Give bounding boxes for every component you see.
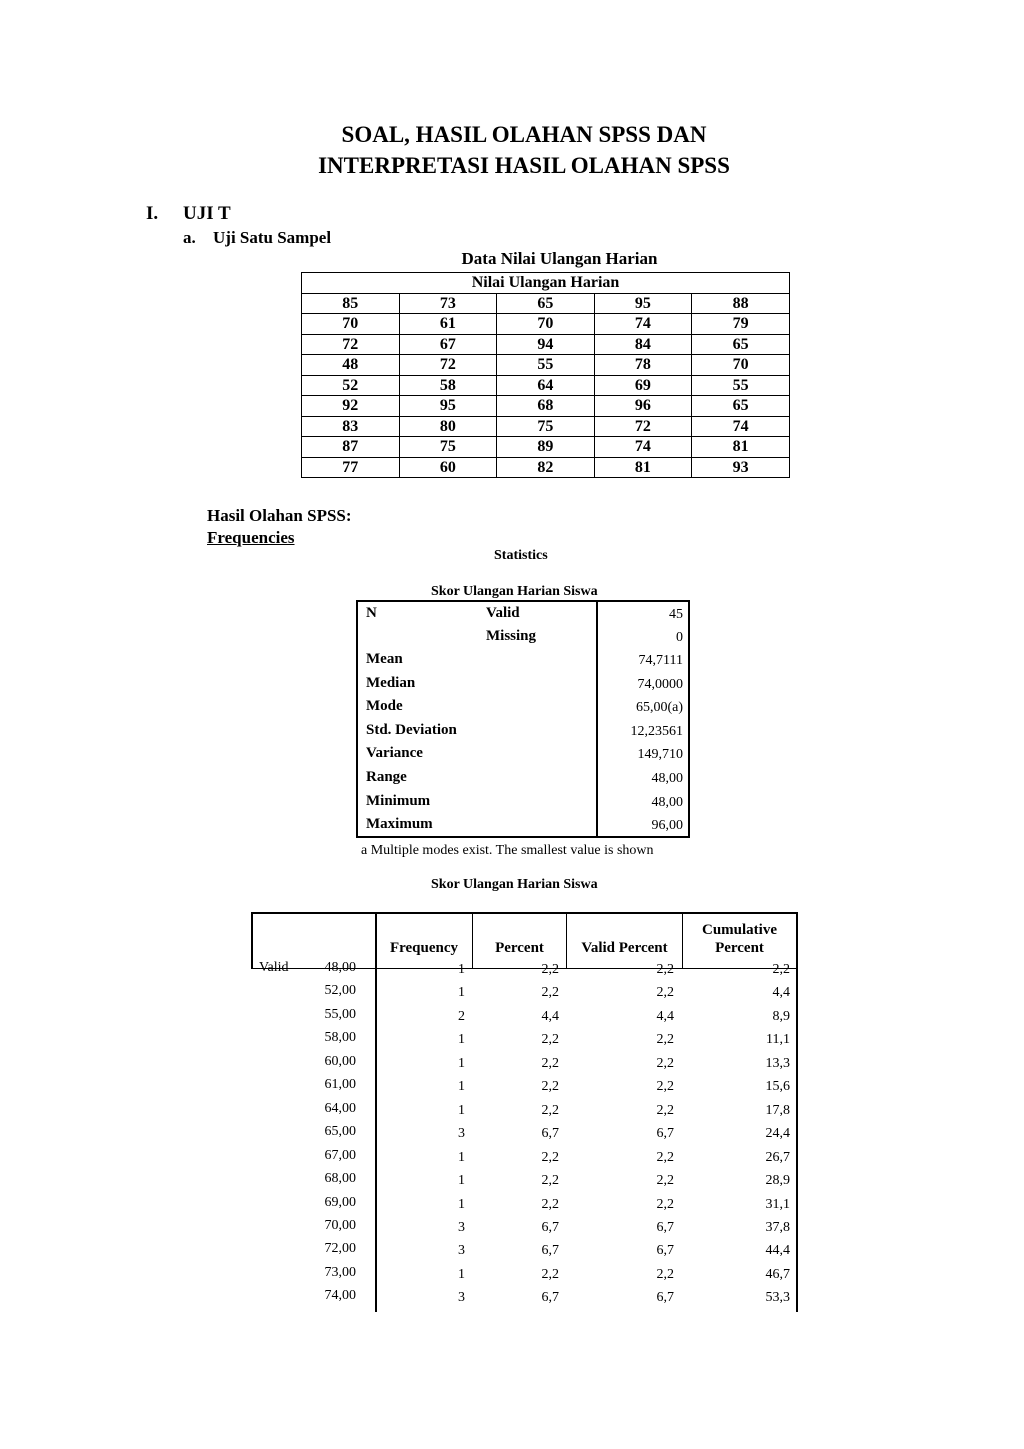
freq-cumulative: 44,4 (765, 1243, 790, 1259)
data-table-cell: 68 (497, 396, 595, 417)
data-table-cell: 83 (302, 416, 400, 437)
freq-value: 52,00 (324, 983, 356, 999)
stat-value: 12,23561 (630, 723, 683, 739)
freq-value: 48,00 (324, 960, 356, 975)
freq-percent: 6,7 (541, 1219, 559, 1235)
data-table-row (302, 457, 790, 478)
data-table-row (302, 375, 790, 396)
freq-valid-percent: 2,2 (656, 1055, 674, 1071)
section-number: I. (146, 203, 159, 224)
data-table-cell: 70 (497, 314, 595, 335)
freq-valid-percent: 2,2 (656, 1196, 674, 1212)
freq-value: 70,00 (324, 1217, 356, 1233)
freq-frequency: 1 (458, 962, 465, 977)
data-table-cell: 81 (692, 437, 790, 458)
freq-value: 64,00 (324, 1100, 356, 1116)
data-table-row (302, 293, 790, 314)
freq-value: 72,00 (324, 1241, 356, 1257)
freq-top-border (251, 912, 798, 914)
data-table-row (302, 314, 790, 335)
freq-cumulative: 24,4 (765, 1126, 790, 1142)
data-table-cell: 89 (497, 437, 595, 458)
data-table-cell: 87 (302, 437, 400, 458)
data-table-cell: 77 (302, 457, 400, 478)
stat-label: Mode (366, 698, 403, 715)
data-table-cell: 95 (594, 293, 692, 314)
freq-frequency: 1 (458, 1266, 465, 1282)
data-table-cell: 72 (302, 334, 400, 355)
data-table-row (302, 437, 790, 458)
data-table-cell: 94 (497, 334, 595, 355)
results-heading: Hasil Olahan SPSS: (207, 506, 352, 525)
freq-valid-percent: 4,4 (656, 1008, 674, 1024)
stat-value: 48,00 (651, 794, 683, 810)
data-table-row (302, 334, 790, 355)
stat-value: 96,00 (651, 818, 683, 834)
data-table-cell: 92 (302, 396, 400, 417)
freq-frequency: 1 (458, 1055, 465, 1071)
data-table-caption: Data Nilai Ulangan Harian (461, 249, 658, 268)
freq-percent: 2,2 (541, 985, 559, 1001)
freq-cumulative: 31,1 (765, 1196, 790, 1212)
freq-valid-percent: 2,2 (656, 985, 674, 1001)
data-table-cell: 96 (594, 396, 692, 417)
freq-frequency: 3 (458, 1219, 465, 1235)
frequency-table (251, 912, 798, 1312)
freq-frequency: 1 (458, 1032, 465, 1048)
data-table-cell: 75 (399, 437, 497, 458)
stat-label: Variance (366, 745, 423, 762)
freq-valid-percent: 6,7 (656, 1290, 674, 1306)
freq-percent: 2,2 (541, 1196, 559, 1212)
data-table-cell: 64 (497, 375, 595, 396)
freq-cumulative: 46,7 (765, 1266, 790, 1282)
stat-missing-value: 0 (676, 630, 683, 645)
freq-valid-percent: 6,7 (656, 1219, 674, 1235)
freq-cumulative: 17,8 (765, 1102, 790, 1118)
freq-frequency: 3 (458, 1126, 465, 1142)
data-table-cell: 65 (497, 293, 595, 314)
data-table-cell: 72 (594, 416, 692, 437)
data-table-cell: 85 (302, 293, 400, 314)
freq-header-percent: Percent (495, 940, 544, 956)
freq-group-label: Valid (259, 960, 289, 975)
freq-value: 68,00 (324, 1171, 356, 1187)
data-table-cell: 55 (497, 355, 595, 376)
freq-frequency: 1 (458, 1079, 465, 1095)
stat-valid-value: 45 (669, 607, 683, 622)
stat-label: Std. Deviation (366, 721, 457, 738)
data-table-cell: 65 (692, 396, 790, 417)
stat-value: 74,0000 (637, 676, 683, 692)
data-table-cell: 81 (594, 457, 692, 478)
stat-missing-label: Missing (486, 628, 537, 644)
data-table-cell: 82 (497, 457, 595, 478)
subsection-label: Uji Satu Sampel (213, 228, 332, 247)
freq-valid-percent: 2,2 (656, 1149, 674, 1165)
freq-frequency: 1 (458, 985, 465, 1001)
freq-value: 73,00 (324, 1264, 356, 1280)
freq-cumulative: 2,2 (772, 962, 790, 977)
freq-percent: 4,4 (541, 1008, 559, 1024)
freq-percent: 6,7 (541, 1290, 559, 1306)
stat-value: 149,710 (637, 747, 683, 763)
frequencies-heading: Frequencies (207, 528, 295, 547)
data-table-cell: 74 (692, 416, 790, 437)
statistics-footnote: a Multiple modes exist. The smallest value is shown (361, 843, 654, 858)
freq-frequency: 1 (458, 1149, 465, 1165)
freq-header-cumulative: Cumulative (702, 922, 777, 938)
freq-cumulative: 28,9 (765, 1173, 790, 1189)
freq-valid-percent: 6,7 (656, 1126, 674, 1142)
freq-valid-percent: 2,2 (656, 1079, 674, 1095)
freq-valid-percent: 2,2 (656, 1173, 674, 1189)
freq-valid-percent: 2,2 (656, 1032, 674, 1048)
data-table (301, 272, 790, 478)
stat-label: Median (366, 674, 416, 691)
freq-value: 69,00 (324, 1194, 356, 1210)
data-table-cell: 74 (594, 314, 692, 335)
stat-value: 65,00(a) (635, 700, 683, 716)
freq-value: 58,00 (324, 1030, 356, 1046)
data-table-cell: 72 (399, 355, 497, 376)
stat-label: Range (366, 769, 407, 785)
data-table-cell: 60 (399, 457, 497, 478)
freq-frequency: 1 (458, 1102, 465, 1118)
data-table-body (302, 293, 790, 478)
data-table-cell: 80 (399, 416, 497, 437)
data-table-row (302, 416, 790, 437)
freq-cumulative: 8,9 (772, 1008, 790, 1024)
freq-frequency: 2 (458, 1008, 465, 1024)
freq-cumulative: 37,8 (765, 1219, 790, 1235)
freq-percent: 2,2 (541, 1173, 559, 1189)
freq-valid-percent: 2,2 (656, 1102, 674, 1118)
freq-header-frequency: Frequency (389, 940, 459, 956)
data-table-cell: 65 (692, 334, 790, 355)
freq-cumulative: 4,4 (772, 985, 790, 1001)
freq-cumulative: 11,1 (766, 1032, 790, 1048)
stat-label: Maximum (366, 816, 433, 833)
freq-percent: 2,2 (541, 1079, 559, 1095)
data-table-cell: 61 (399, 314, 497, 335)
freq-right-border (796, 912, 798, 1312)
statistics-divider (596, 600, 598, 838)
freq-value: 61,00 (324, 1077, 356, 1093)
freq-percent: 2,2 (541, 1266, 559, 1282)
freq-left-border (251, 912, 253, 969)
freq-valid-percent: 2,2 (656, 962, 674, 977)
page-title-line-2: INTERPRETASI HASIL OLAHAN SPSS (318, 153, 730, 178)
data-table-cell: 95 (399, 396, 497, 417)
data-table-row (302, 396, 790, 417)
freq-cumulative: 13,3 (765, 1055, 790, 1071)
stat-value: 74,7111 (638, 653, 683, 668)
statistics-variable: Skor Ulangan Harian Siswa (431, 584, 598, 599)
data-table-header: Nilai Ulangan Harian (302, 273, 790, 294)
stat-value: 48,00 (651, 771, 683, 786)
stat-label: Mean (366, 651, 403, 667)
data-table-cell: 93 (692, 457, 790, 478)
freq-percent: 2,2 (541, 1149, 559, 1165)
data-table-cell: 79 (692, 314, 790, 335)
page-title-line-1: SOAL, HASIL OLAHAN SPSS DAN (341, 122, 707, 147)
data-table-cell: 58 (399, 375, 497, 396)
freq-value: 65,00 (324, 1124, 356, 1140)
statistics-title: Statistics (494, 548, 548, 563)
freq-percent: 6,7 (541, 1126, 559, 1142)
freq-value: 60,00 (324, 1053, 356, 1069)
data-table-cell: 70 (302, 314, 400, 335)
freq-stub-divider (375, 912, 377, 1312)
freq-cumulative: 53,3 (765, 1290, 790, 1306)
data-table-cell: 74 (594, 437, 692, 458)
data-table-cell: 55 (692, 375, 790, 396)
data-table-cell: 67 (399, 334, 497, 355)
freq-percent: 2,2 (541, 1102, 559, 1118)
data-table-cell: 75 (497, 416, 595, 437)
freq-frequency: 3 (458, 1243, 465, 1259)
freq-frequency: 1 (458, 1173, 465, 1189)
subsection-letter: a. (183, 228, 196, 247)
freq-frequency: 3 (458, 1290, 465, 1306)
freq-value: 55,00 (324, 1006, 356, 1022)
data-table-row (302, 355, 790, 376)
data-table-cell: 52 (302, 375, 400, 396)
data-table-cell: 84 (594, 334, 692, 355)
freq-percent: 2,2 (541, 962, 559, 977)
freq-percent: 2,2 (541, 1032, 559, 1048)
freq-valid-percent: 2,2 (656, 1266, 674, 1282)
section-label: UJI T (183, 203, 231, 224)
stat-label: Minimum (366, 792, 431, 809)
freq-value: 67,00 (324, 1147, 356, 1163)
data-table-cell: 73 (399, 293, 497, 314)
freq-cumulative: 15,6 (765, 1079, 790, 1095)
stat-n-label: N (366, 605, 377, 621)
data-table-cell: 88 (692, 293, 790, 314)
stat-valid-label: Valid (486, 605, 520, 621)
freq-cumulative: 26,7 (765, 1149, 790, 1165)
data-table-cell: 69 (594, 375, 692, 396)
freq-header-cumulative-percent: Percent (715, 940, 764, 956)
data-table-cell: 48 (302, 355, 400, 376)
frequency-table-title: Skor Ulangan Harian Siswa (431, 877, 598, 892)
freq-percent: 2,2 (541, 1055, 559, 1071)
data-table-cell: 70 (692, 355, 790, 376)
freq-value: 74,00 (324, 1288, 356, 1304)
freq-percent: 6,7 (541, 1243, 559, 1259)
data-table-cell: 78 (594, 355, 692, 376)
freq-frequency: 1 (458, 1196, 465, 1212)
freq-valid-percent: 6,7 (656, 1243, 674, 1259)
freq-header-valid-percent: Valid Percent (581, 940, 668, 956)
